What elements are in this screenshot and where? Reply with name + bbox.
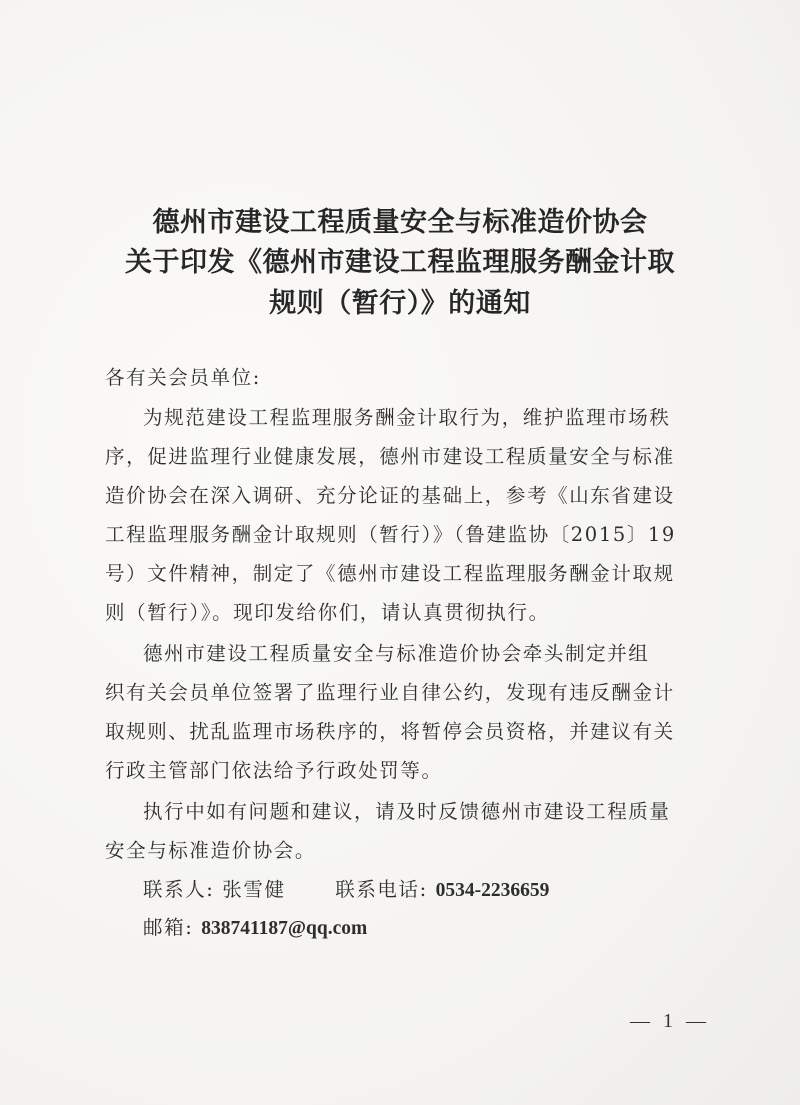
title-line-3: 规则（暂行）》的通知	[269, 288, 531, 319]
title-line-1: 德州市建设工程质量安全与标准造价协会	[152, 207, 648, 238]
paragraph-1-line: 造价协会在深入调研、充分论证的基础上，参考《山东省建设	[105, 484, 675, 507]
paragraph-2-line: 德州市建设工程质量安全与标准造价协会牵头制定并组	[143, 642, 650, 665]
paragraph-3-line: 安全与标准造价协会。	[105, 839, 317, 862]
paragraph-3-line: 执行中如有问题和建议，请及时反馈德州市建设工程质量	[143, 800, 671, 823]
contact-person-label: 联系人:	[143, 878, 215, 901]
email-address: 838741187@qq.com	[201, 918, 368, 939]
salutation: 各有关会员单位:	[105, 366, 261, 389]
contact-person-name: 张雪健	[222, 878, 286, 901]
paragraph-2-line: 行政主管部门依法给予行政处罚等。	[105, 759, 443, 782]
title-line-2: 关于印发《德州市建设工程监理服务酬金计取	[125, 247, 675, 278]
page-number: — 1 —	[630, 1010, 710, 1032]
contact-phone: 0534-2236659	[435, 880, 550, 901]
paragraph-1-line: 工程监理服务酬金计取规则（暂行）》（鲁建监协〔2015〕19	[105, 523, 676, 546]
paragraph-1-line: 则（暂行）》。现印发给你们，请认真贯彻执行。	[105, 601, 550, 624]
paragraph-2-line: 织有关会员单位签署了监理行业自律公约，发现有违反酬金计	[105, 681, 675, 704]
contact-phone-label: 联系电话:	[335, 878, 428, 901]
paragraph-1-line: 号）文件精神，制定了《德州市建设工程监理服务酬金计取规	[105, 562, 675, 585]
contact-line	[143, 874, 743, 902]
paragraph-1-line: 序，促进监理行业健康发展，德州市建设工程质量安全与标准	[105, 445, 675, 468]
paragraph-2-line: 取规则、扰乱监理市场秩序的，将暂停会员资格，并建议有关	[105, 720, 675, 743]
email-line	[143, 912, 743, 940]
paragraph-1-line: 为规范建设工程监理服务酬金计取行为，维护监理市场秩	[143, 406, 671, 429]
email-label: 邮箱:	[143, 916, 194, 939]
